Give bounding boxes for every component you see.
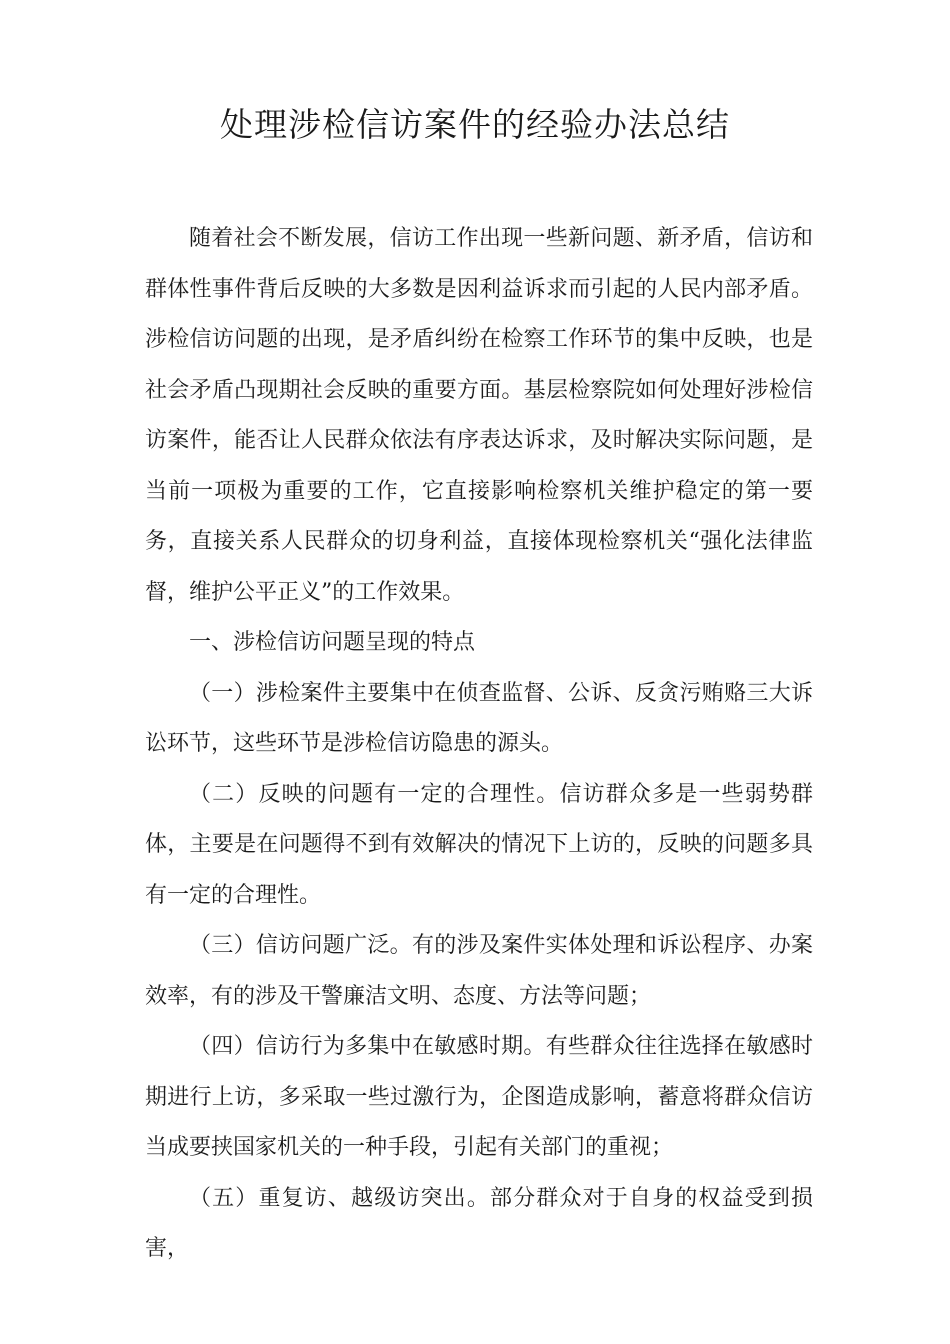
intro-paragraph: 随着社会不断发展，信访工作出现一些新问题、新矛盾，信访和群体性事件背后反映的大多数是因利益诉求而引起的人民内部矛盾。涉检信访问题的出现，是矛盾纠纷在检察工作环节的集中反映，也是社会矛盾凸现期社会反映的重要方面。基层检察院如何处理好涉检信访案件，能否让人民群众依法有序表达诉求，及时解决实际问题，是当前一项极为重要的工作，它直接影响检察机关维护稳定的第一要务，直接关系人民群众的切身利益，直接体现检察机关“强化法律监督，维护公平正义”的工作效果。 — [145, 226, 813, 605]
list-item-4: （四）信访行为多集中在敏感时期。有些群众往往选择在敏感时期进行上访，多采取一些过激行为，企图造成影响，蓄意将群众信访当成要挟国家机关的一种手段，引起有关部门的重视； — [145, 1034, 813, 1160]
document-body — [145, 214, 813, 1275]
list-item-3: （三）信访问题广泛。有的涉及案件实体处理和诉讼程序、办案效率，有的涉及干警廉洁文明、态度、方法等问题； — [145, 933, 813, 1009]
list-item-1: （一）涉检案件主要集中在侦查监督、公诉、反贪污贿赂三大诉讼环节，这些环节是涉检信访隐患的源头。 — [145, 680, 813, 756]
list-item-2: （二）反映的问题有一定的合理性。信访群众多是一些弱势群体，主要是在问题得不到有效解决的情况下上访的，反映的问题多具有一定的合理性。 — [145, 781, 813, 908]
document-title: 处理涉检信访案件的经验办法总结 — [220, 105, 730, 144]
list-item-5: （五）重复访、越级访突出。部分群众对于自身的权益受到损害， — [145, 1185, 813, 1261]
section-heading: 一、涉检信访问题呈现的特点 — [189, 630, 476, 655]
